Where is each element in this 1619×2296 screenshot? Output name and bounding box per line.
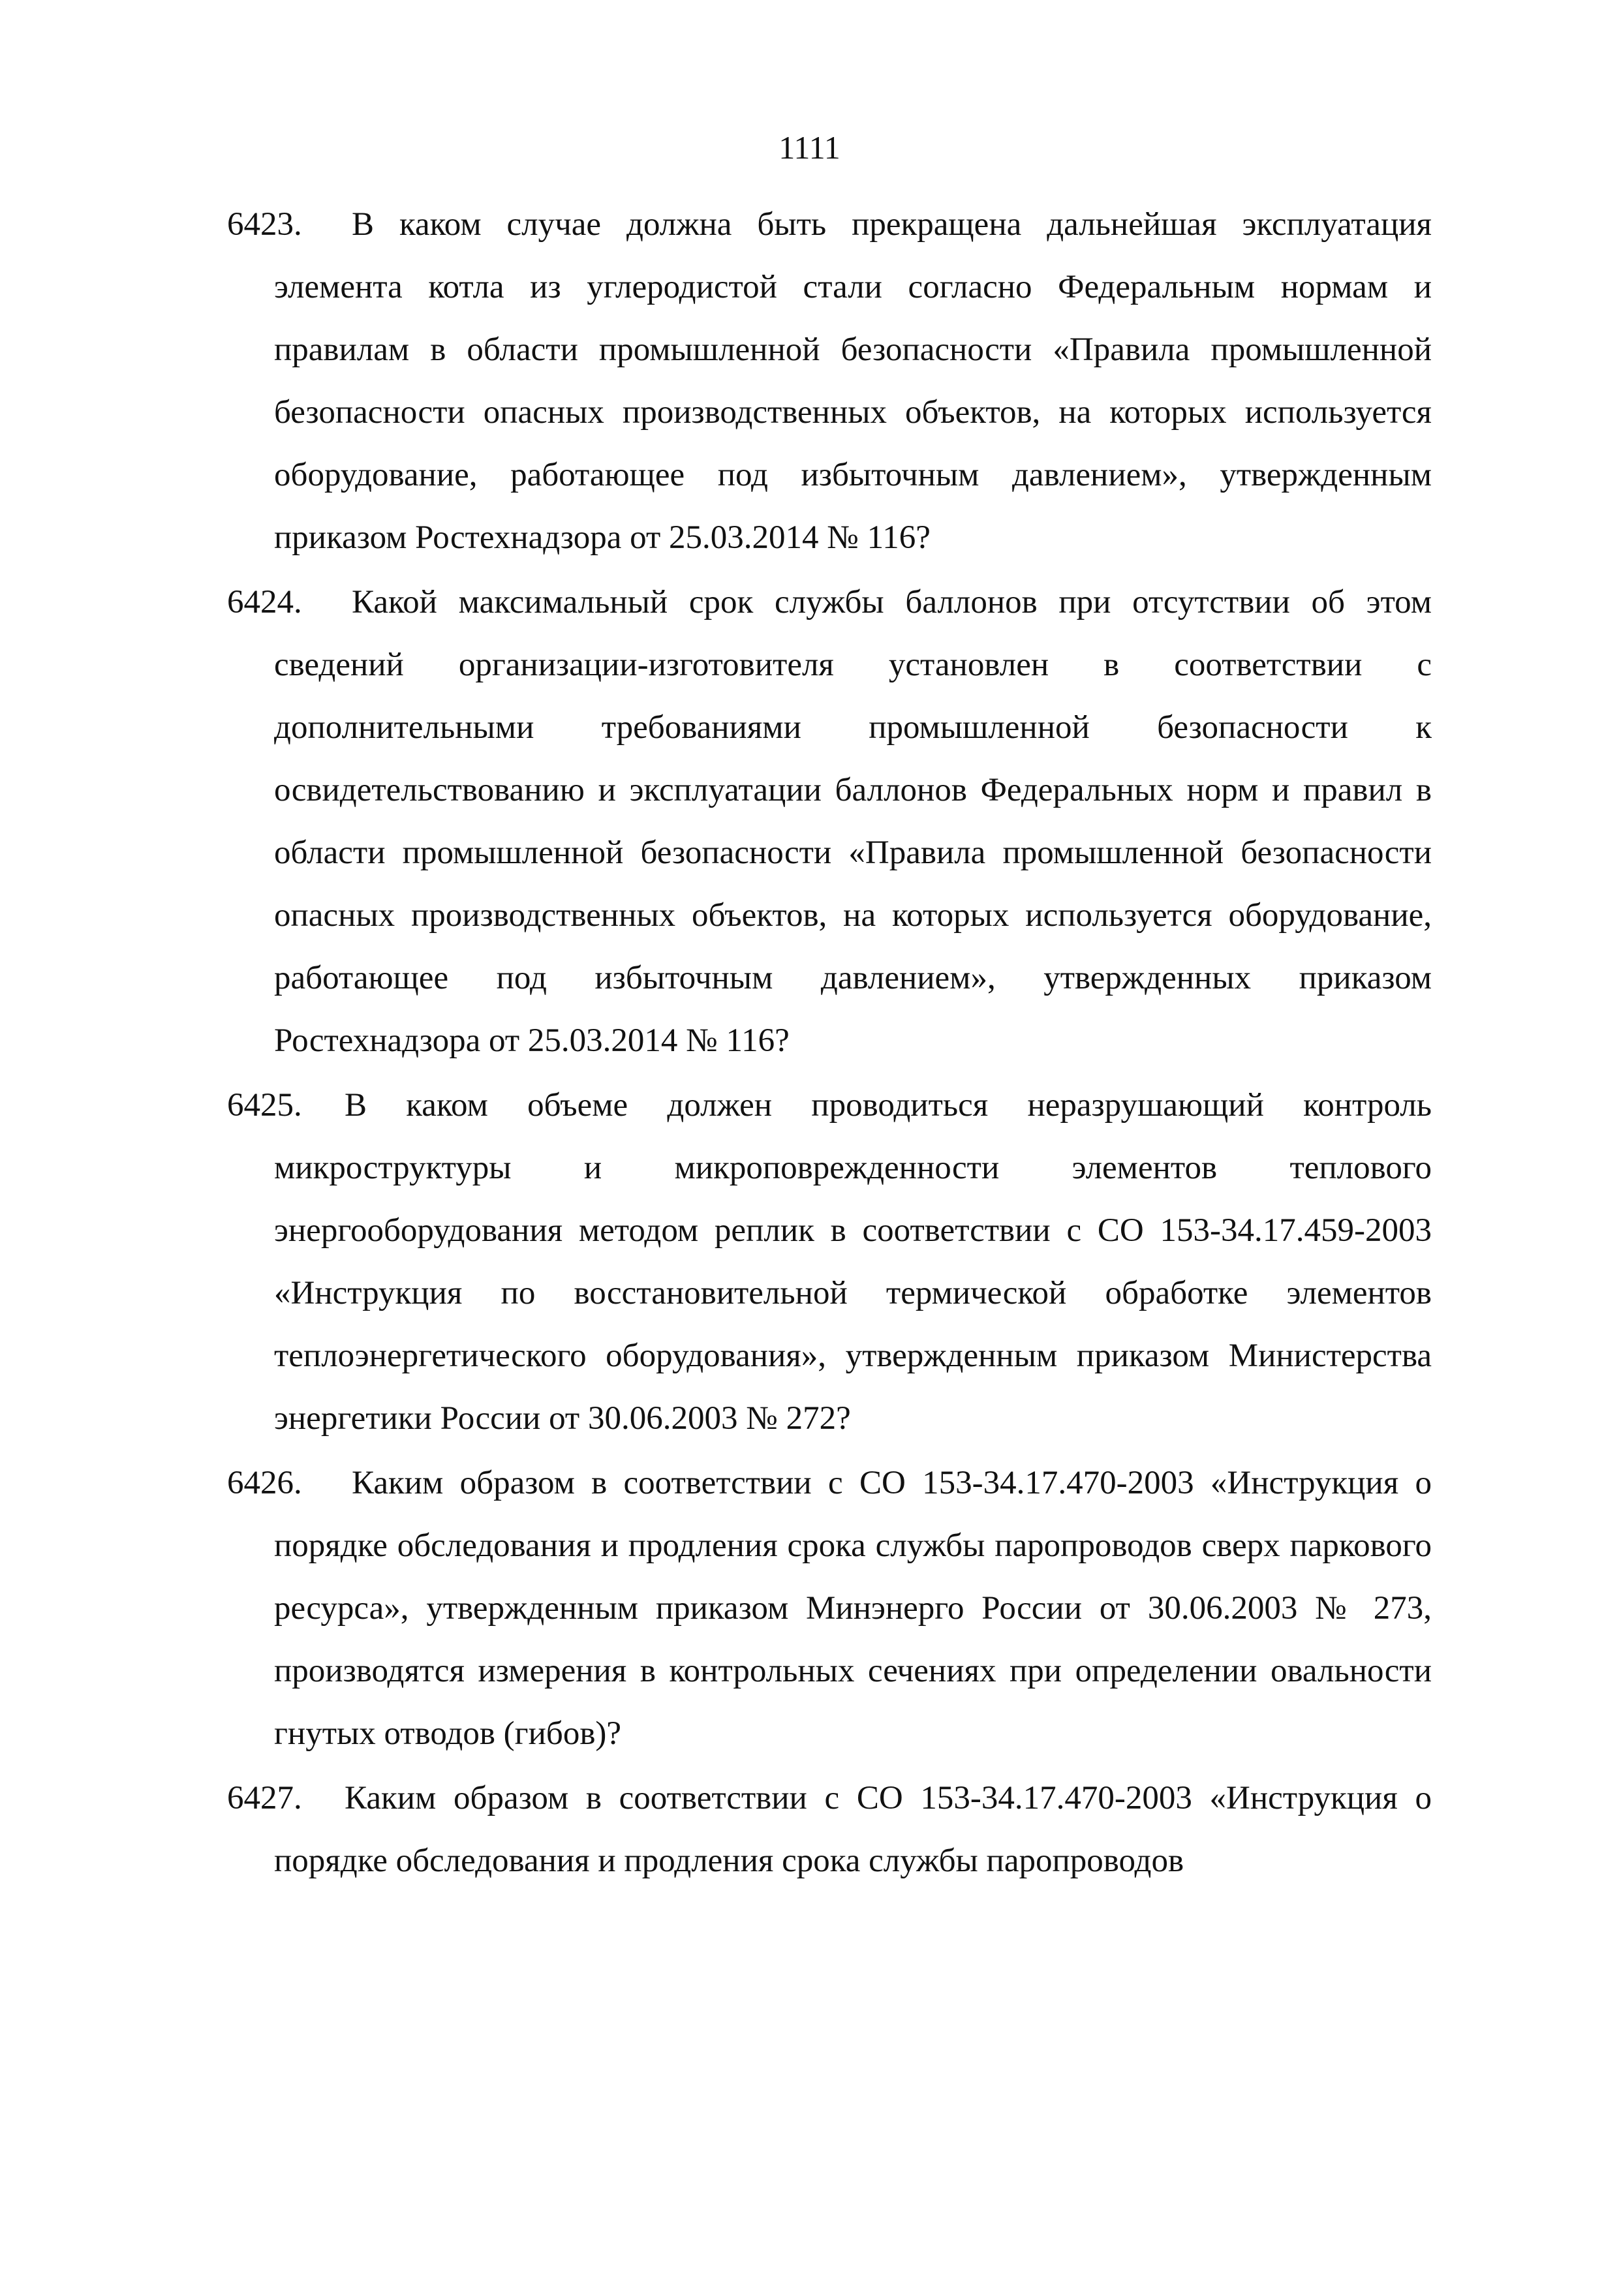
question-text: Каким образом в соответствии с СО 153-34.17.470-2003 «Инструкция о порядке обследования и продления срока службы паропроводов сверх паркового ресурса», утвержденным приказом Минэнерго России от 30.06.2003 № 273, производятся измерения в контрольных сечениях при определении овальности гнутых отводов (гибов)? (274, 1465, 1432, 1752)
question-6427 (227, 1767, 1432, 1892)
question-6426 (227, 1452, 1432, 1765)
question-text: Каким образом в соответствии с СО 153-34.17.470-2003 «Инструкция о порядке обследования и продления срока службы паропроводов (274, 1780, 1432, 1879)
question-number: 6426. (227, 1465, 302, 1501)
question-list (227, 193, 1432, 1894)
question-6425 (227, 1074, 1432, 1450)
question-number: 6427. (227, 1780, 302, 1816)
question-text: В каком случае должна быть прекращена дальнейшая эксплуатация элемента котла из углеродистой стали согласно Федеральным нормам и правилам в области промышленной безопасности «Правила промышленной безопасности опасных производственных объектов, на которых используется оборудование, работающее под избыточным давлением», утвержденным приказом Ростехнадзора от 25.03.2014 № 116? (274, 206, 1432, 556)
question-number: 6423. (227, 206, 302, 243)
question-6424 (227, 571, 1432, 1072)
page-number: 1111 (779, 129, 840, 166)
question-6423 (227, 193, 1432, 569)
question-text: В каком объеме должен проводиться неразрушающий контроль микроструктуры и микроповрежденности элементов теплового энергооборудования методом реплик в соответствии с СО 153-34.17.459-2003 «Инструкция по восстановительной термической обработке элементов теплоэнергетического оборудования», утвержденным приказом Министерства энергетики России от 30.06.2003 № 272? (274, 1087, 1432, 1437)
question-text: Какой максимальный срок службы баллонов при отсутствии об этом сведений организации-изготовителя установлен в соответствии с дополнительными требованиями промышленной безопасности к освидетельствованию и эксплуатации баллонов Федеральных норм и правил в области промышленной безопасности «Правила промышленной безопасности опасных производственных объектов, на которых используется оборудование, работающее под избыточным давлением», утвержденных приказом Ростехнадзора от 25.03.2014 № 116? (274, 584, 1432, 1059)
question-number: 6425. (227, 1087, 302, 1124)
question-number: 6424. (227, 584, 302, 620)
